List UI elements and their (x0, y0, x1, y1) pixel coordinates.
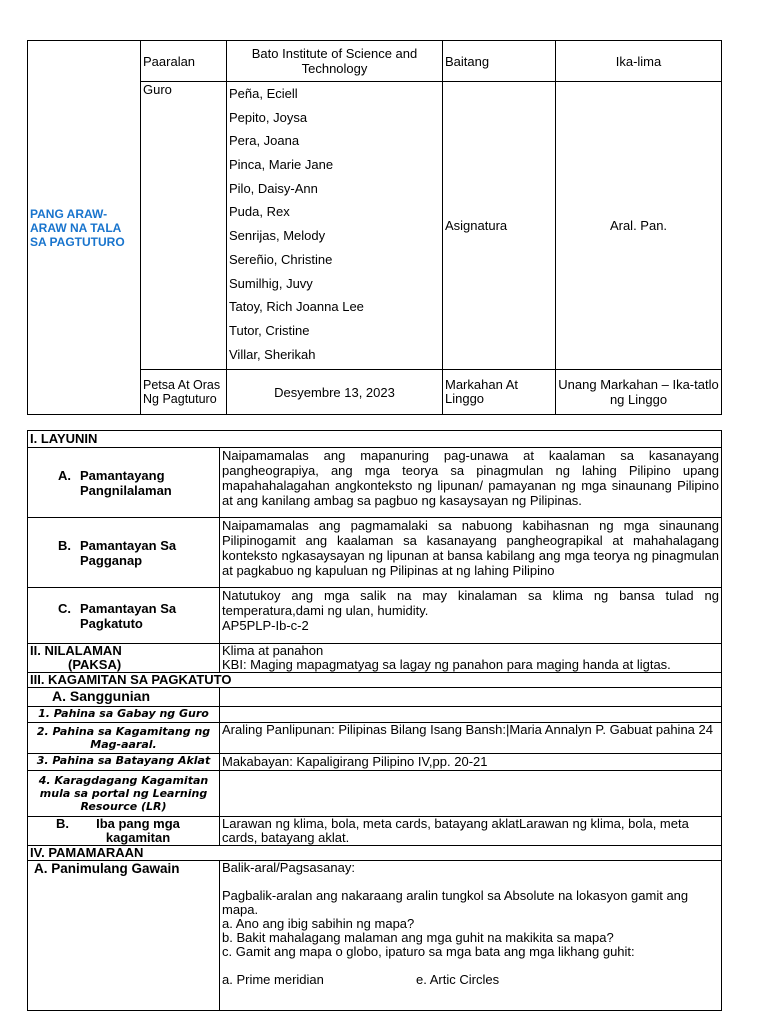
header-table (27, 40, 722, 415)
asignatura-label: Asignatura (443, 82, 556, 370)
guro-name: Pera, Joana (229, 133, 300, 149)
guro-name: Tatoy, Rich Joanna Lee (229, 299, 364, 315)
pamantayan-pagkatuto-cell (220, 588, 722, 644)
pamantayan-pagkatuto-label (28, 588, 220, 644)
question-c: c. Gamit ang mapa o globo, ipaturo sa mga bata ang mga likhang guhit: (222, 944, 635, 959)
guro-name: Pilo, Daisy-Ann (229, 180, 318, 196)
guro-name: Sumilhig, Juvy (229, 275, 313, 291)
item-label: Pamantayang Pangnilalaman (80, 467, 172, 498)
nilalaman-heading-line2: (PAKSA) (68, 657, 122, 672)
iba-kagamitan-value: Larawan ng klima, bola, meta cards, batayang aklatLarawan ng klima, bola, meta cards, batayang aklat. (220, 817, 722, 846)
paaralan-value: Bato Institute of Science and Technology (227, 41, 443, 82)
item-label: Pamantayan Sa Pagkatuto (80, 600, 177, 631)
panimulang-gawain-content (220, 861, 722, 1011)
guhit-item: a. Prime meridian (222, 972, 324, 987)
question-a: a. Ano ang ibig sabihin ng mapa? (222, 916, 415, 931)
item-letter: B. (58, 537, 71, 553)
iba-kagamitan-label (28, 817, 220, 846)
item-label: Pamantayan Sa Pagganap (80, 537, 177, 568)
pagbalik-aralan-line: Pagbalik-aralan ang nakaraang aralin tungkol sa Absolute na lokasyon gamit ang mapa. (222, 888, 689, 917)
nilalaman-heading-line1: II. NILALAMAN (30, 643, 122, 658)
markahan-label: Markahan At Linggo (443, 370, 556, 415)
pamantayan-pagganap-text: Naipamamalas ang pagmamalaki sa nabuong kabihasnan ng mga sinaunang Pilipinogamit ang kaalaman sa kasanayang pangheograpikal at mahahalagang konteksto ngkasaysayan ng lipunan at bansa kabilang ang mga teorya ng pinagmulan at pagkabuo ng kapuluan ng Pilipinas at ng lahing Pilipino (220, 518, 722, 588)
sanggunian-value (220, 688, 722, 707)
paaralan-label: Paaralan (141, 41, 227, 82)
asignatura-value: Aral. Pan. (556, 82, 722, 370)
item-letter: A. (58, 467, 71, 483)
guro-name: Peña, Eciell (229, 86, 298, 101)
item-letter: C. (58, 600, 71, 616)
nilalaman-heading (28, 644, 220, 673)
nilalaman-cell (220, 644, 722, 673)
pamantayang-pangnilalaman-text: Naipamamalas ang mapanuring pag-unawa at kaalaman sa kasanayang pangheograpiya, ang mga teorya sa pinagmulan ng lahing Pilipino upang mapahahalagahan angkonteksto ng lipunan/ pamayanan ng mga sinaunang Pilipino at ang kanilang ambag sa pagbuo ng kasaysayan ng Pilipinas. (220, 448, 722, 518)
karagdagang-kagamitan-label: 4. Karagdagang Kagamitan mula sa portal ng Learning Resource (LR) (28, 771, 220, 817)
batayang-aklat-label: 3. Pahina sa Batayang Aklat (28, 754, 220, 771)
baitang-label: Baitang (443, 41, 556, 82)
karagdagang-kagamitan-value (220, 771, 722, 817)
balik-aral-line: Balik-aral/Pagsasanay: (222, 860, 355, 875)
markahan-value: Unang Markahan – Ika-tatlo ng Linggo (556, 370, 722, 415)
pamantayan-pagkatuto-text: Natutukoy ang mga salik na may kinalaman sa klima ng bansa tulad ng temperatura,dami ng ulan, humidity. (222, 588, 720, 618)
guro-name: Sereñio, Christine (229, 251, 333, 267)
guro-name: Villar, Sherikah (229, 346, 316, 362)
guro-name: Pinca, Marie Jane (229, 157, 334, 173)
layunin-heading: I. LAYUNIN (28, 431, 722, 448)
competency-code: AP5PLP-Ib-c-2 (222, 618, 309, 633)
nilalaman-topic: Klima at panahon (222, 643, 324, 658)
pamamaraan-heading: IV. PAMAMARAAN (28, 846, 722, 861)
lesson-plan-table (27, 430, 722, 1011)
nilalaman-kbi: KBI: Maging mapagmatyag sa lagay ng panahon para maging handa at ligtas. (222, 657, 671, 672)
guro-name: Puda, Rex (229, 204, 290, 220)
guro-name: Tutor, Cristine (229, 322, 310, 338)
question-b: b. Bakit mahalagang malaman ang mga guhit na makikita sa mapa? (222, 930, 614, 945)
kagamitan-heading: III. KAGAMITAN SA PAGKATUTO (28, 673, 722, 688)
guhit-list-row (222, 973, 719, 987)
guhit-item: e. Artic Circles (416, 972, 500, 987)
petsa-label: Petsa At Oras Ng Pagtuturo (141, 370, 227, 415)
guro-name: Senrijas, Melody (229, 228, 326, 244)
kagamitang-mag-aaral-label: 2. Pahina sa Kagamitang ng Mag-aaral. (28, 723, 220, 754)
document-title: PANG ARAW-ARAW NA TALA SA PAGTUTURO (28, 41, 141, 415)
baitang-value: Ika-lima (556, 41, 722, 82)
pamantayang-pangnilalaman-label (28, 448, 220, 518)
panimulang-gawain-label: A. Panimulang Gawain (28, 861, 220, 1011)
gabay-guro-label: 1. Pahina sa Gabay ng Guro (28, 707, 220, 723)
petsa-value: Desyembre 13, 2023 (227, 370, 443, 415)
guro-names (227, 82, 443, 370)
guro-label: Guro (141, 82, 227, 370)
batayang-aklat-value: Makabayan: Kapaligirang Pilipino IV,pp. 20-21 (220, 754, 722, 771)
kagamitang-mag-aaral-value: Araling Panlipunan: Pilipinas Bilang Isang Bansh:|Maria Annalyn P. Gabuat pahina 24 (220, 723, 722, 754)
sanggunian-label: A. Sanggunian (28, 688, 220, 707)
item-letter: B. (56, 816, 69, 831)
item-label: Iba pang mga kagamitan (96, 816, 180, 845)
gabay-guro-value (220, 707, 722, 723)
guro-name: Pepito, Joysa (229, 109, 308, 125)
pamantayan-pagganap-label (28, 518, 220, 588)
